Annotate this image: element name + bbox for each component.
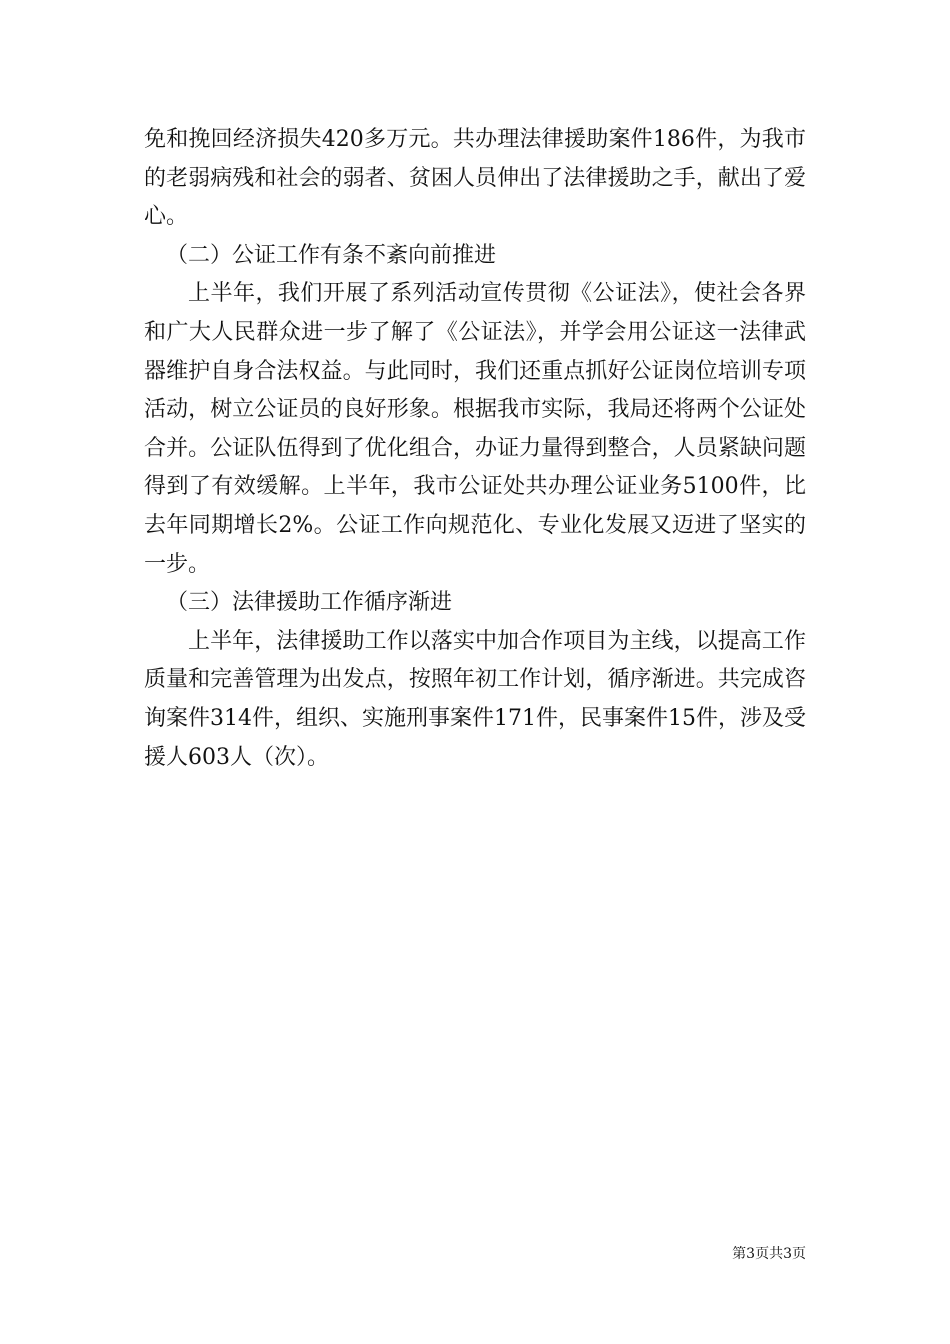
document-body xyxy=(144,121,806,777)
page-number-footer: 第3页共3页 xyxy=(732,1246,806,1262)
section-heading-notary: （二）公证工作有条不紊向前推进 xyxy=(166,242,497,268)
paragraph-legal-aid-work: 上半年，法律援助工作以落实中加合作项目为主线，以提高工作质量和完善管理为出发点，按照年初工作计划，循序渐进。共完成咨询案件314件，组织、实施刑事案件171件，民事案件15件，涉及受援人603人（次）。 xyxy=(144,628,806,770)
section-heading-legal-aid: （三）法律援助工作循序渐进 xyxy=(166,590,453,616)
paragraph-legal-aid-results: 免和挽回经济损失420多万元。共办理法律援助案件186件，为我市的老弱病残和社会的弱者、贫困人员伸出了法律援助之手，献出了爱心。 xyxy=(144,127,807,230)
paragraph-notary-work: 上半年，我们开展了系列活动宣传贯彻《公证法》，使社会各界和广大人民群众进一步了解了《公证法》，并学会用公证这一法律武器维护自身合法权益。与此同时，我们还重点抓好公证岗位培训专项活动，树立公证员的良好形象。根据我市实际，我局还将两个公证处合并。公证队伍得到了优化组合，办证力量得到整合，人员紧缺问题得到了有效缓解。上半年，我市公证处共办理公证业务5100件，比去年同期增长2%。公证工作向规范化、专业化发展又迈进了坚实的一步。 xyxy=(144,281,806,577)
